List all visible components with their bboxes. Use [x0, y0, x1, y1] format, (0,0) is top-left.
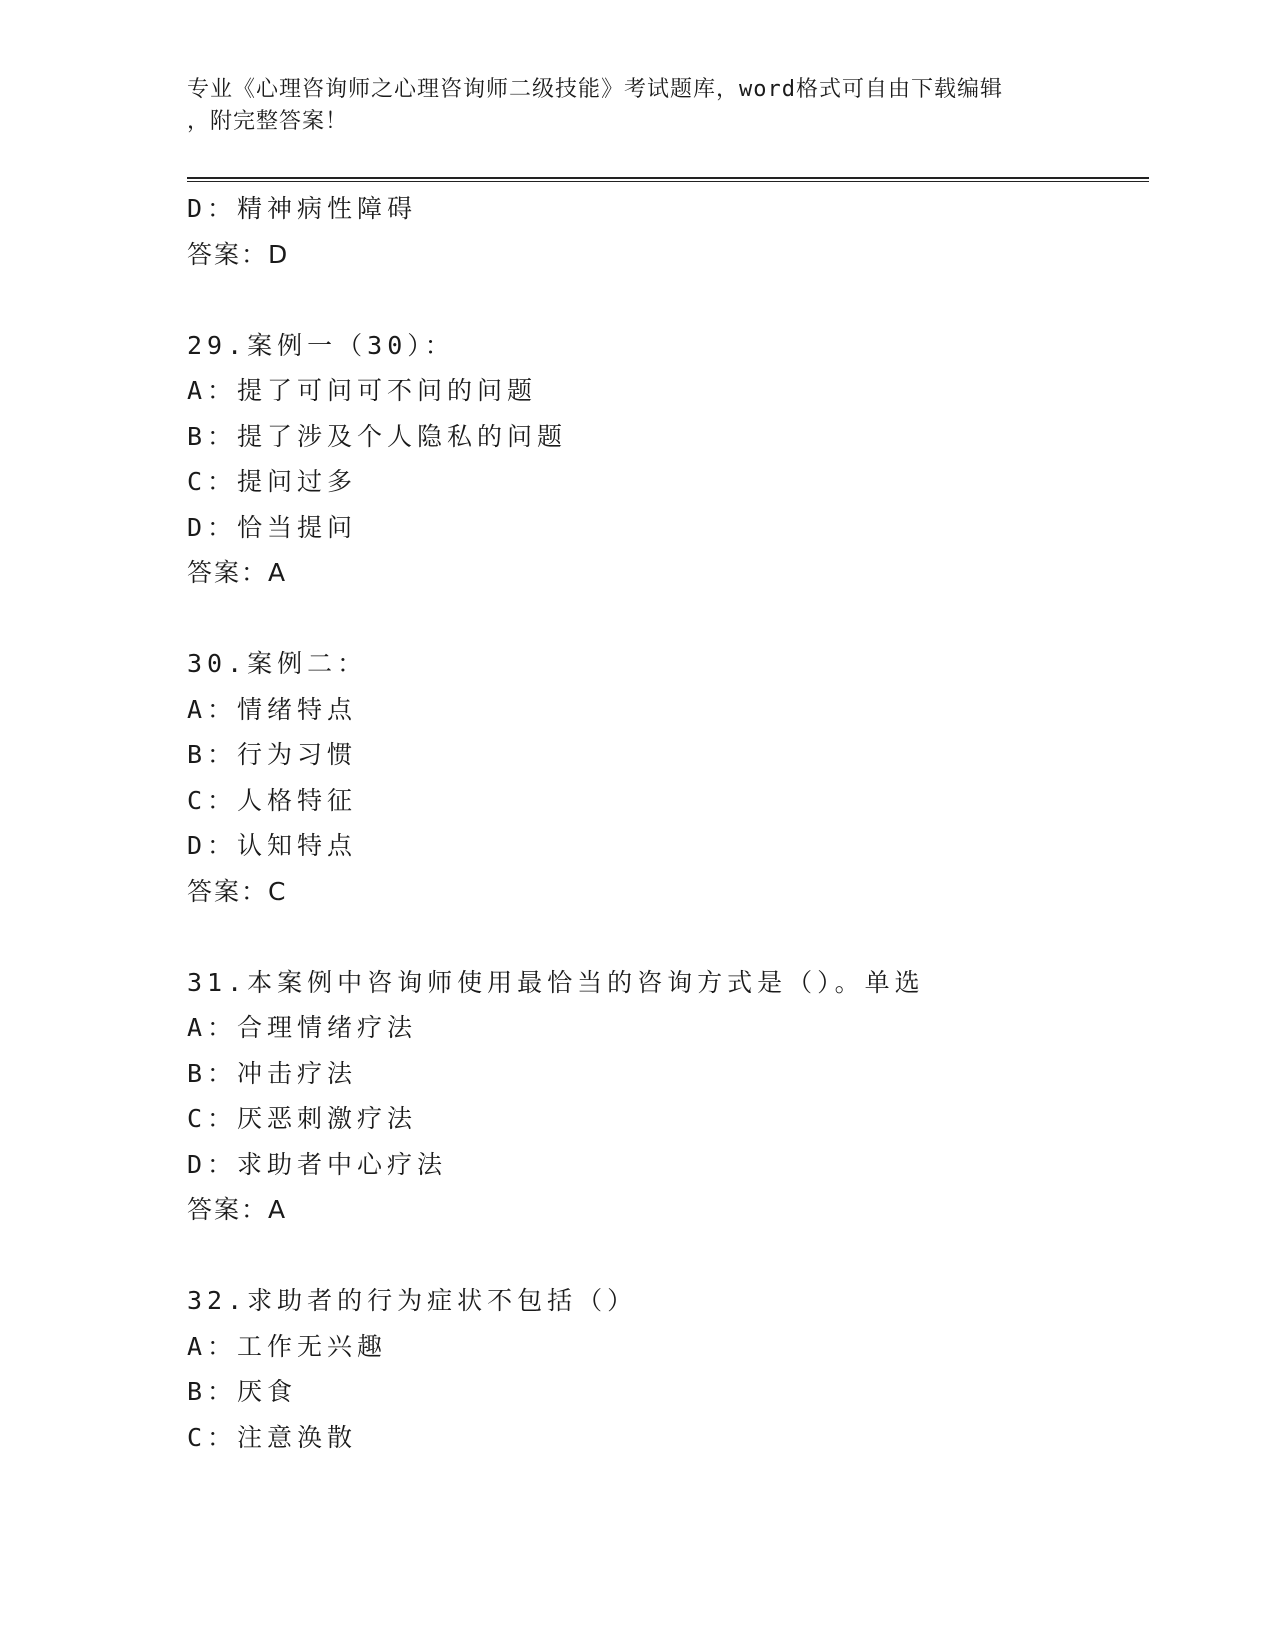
option-line: C：人格特征	[187, 785, 358, 815]
option-line: A：合理情绪疗法	[187, 1013, 418, 1042]
option-line: A：情绪特点	[187, 694, 358, 724]
answer-line: 答案：A	[187, 558, 288, 587]
option-line: C：注意涣散	[187, 1422, 358, 1452]
header-divider	[187, 177, 1149, 182]
header-line-1: 专业《心理咨询师之心理咨询师二级技能》考试题库，word格式可自由下载编辑	[187, 77, 1003, 102]
option-line: D：认知特点	[187, 831, 358, 860]
header-line-2: ，附完整答案！	[187, 109, 349, 134]
question-title: 31.本案例中咨询师使用最恰当的咨询方式是（）。单选	[187, 967, 925, 997]
option-line: B：提了涉及个人隐私的问题	[187, 421, 568, 451]
document-header	[187, 74, 1087, 138]
spacer	[187, 596, 1147, 642]
answer-line: 答案：D	[187, 239, 290, 269]
option-line: C：提问过多	[187, 467, 358, 496]
option-line: A：提了可问可不问的问题	[187, 376, 538, 405]
question-title: 29.案例一（30）：	[187, 330, 455, 360]
option-line: D：精神病性障碍	[187, 194, 418, 223]
question-list	[187, 186, 1147, 1460]
option-line: D：求助者中心疗法	[187, 1149, 448, 1179]
answer-line: 答案：C	[187, 876, 288, 906]
answer-line: 答案：A	[187, 1195, 288, 1224]
option-line: C：厌恶刺激疗法	[187, 1104, 418, 1133]
spacer	[187, 277, 1147, 323]
question-title: 30.案例二：	[187, 649, 368, 678]
option-line: B：冲击疗法	[187, 1058, 358, 1088]
option-line: A：工作无兴趣	[187, 1331, 388, 1361]
option-line: D：恰当提问	[187, 512, 358, 542]
spacer	[187, 1233, 1147, 1279]
option-line: B：厌食	[187, 1377, 298, 1406]
question-title: 32.求助者的行为症状不包括（）	[187, 1286, 638, 1315]
spacer	[187, 914, 1147, 960]
option-line: B：行为习惯	[187, 740, 358, 769]
